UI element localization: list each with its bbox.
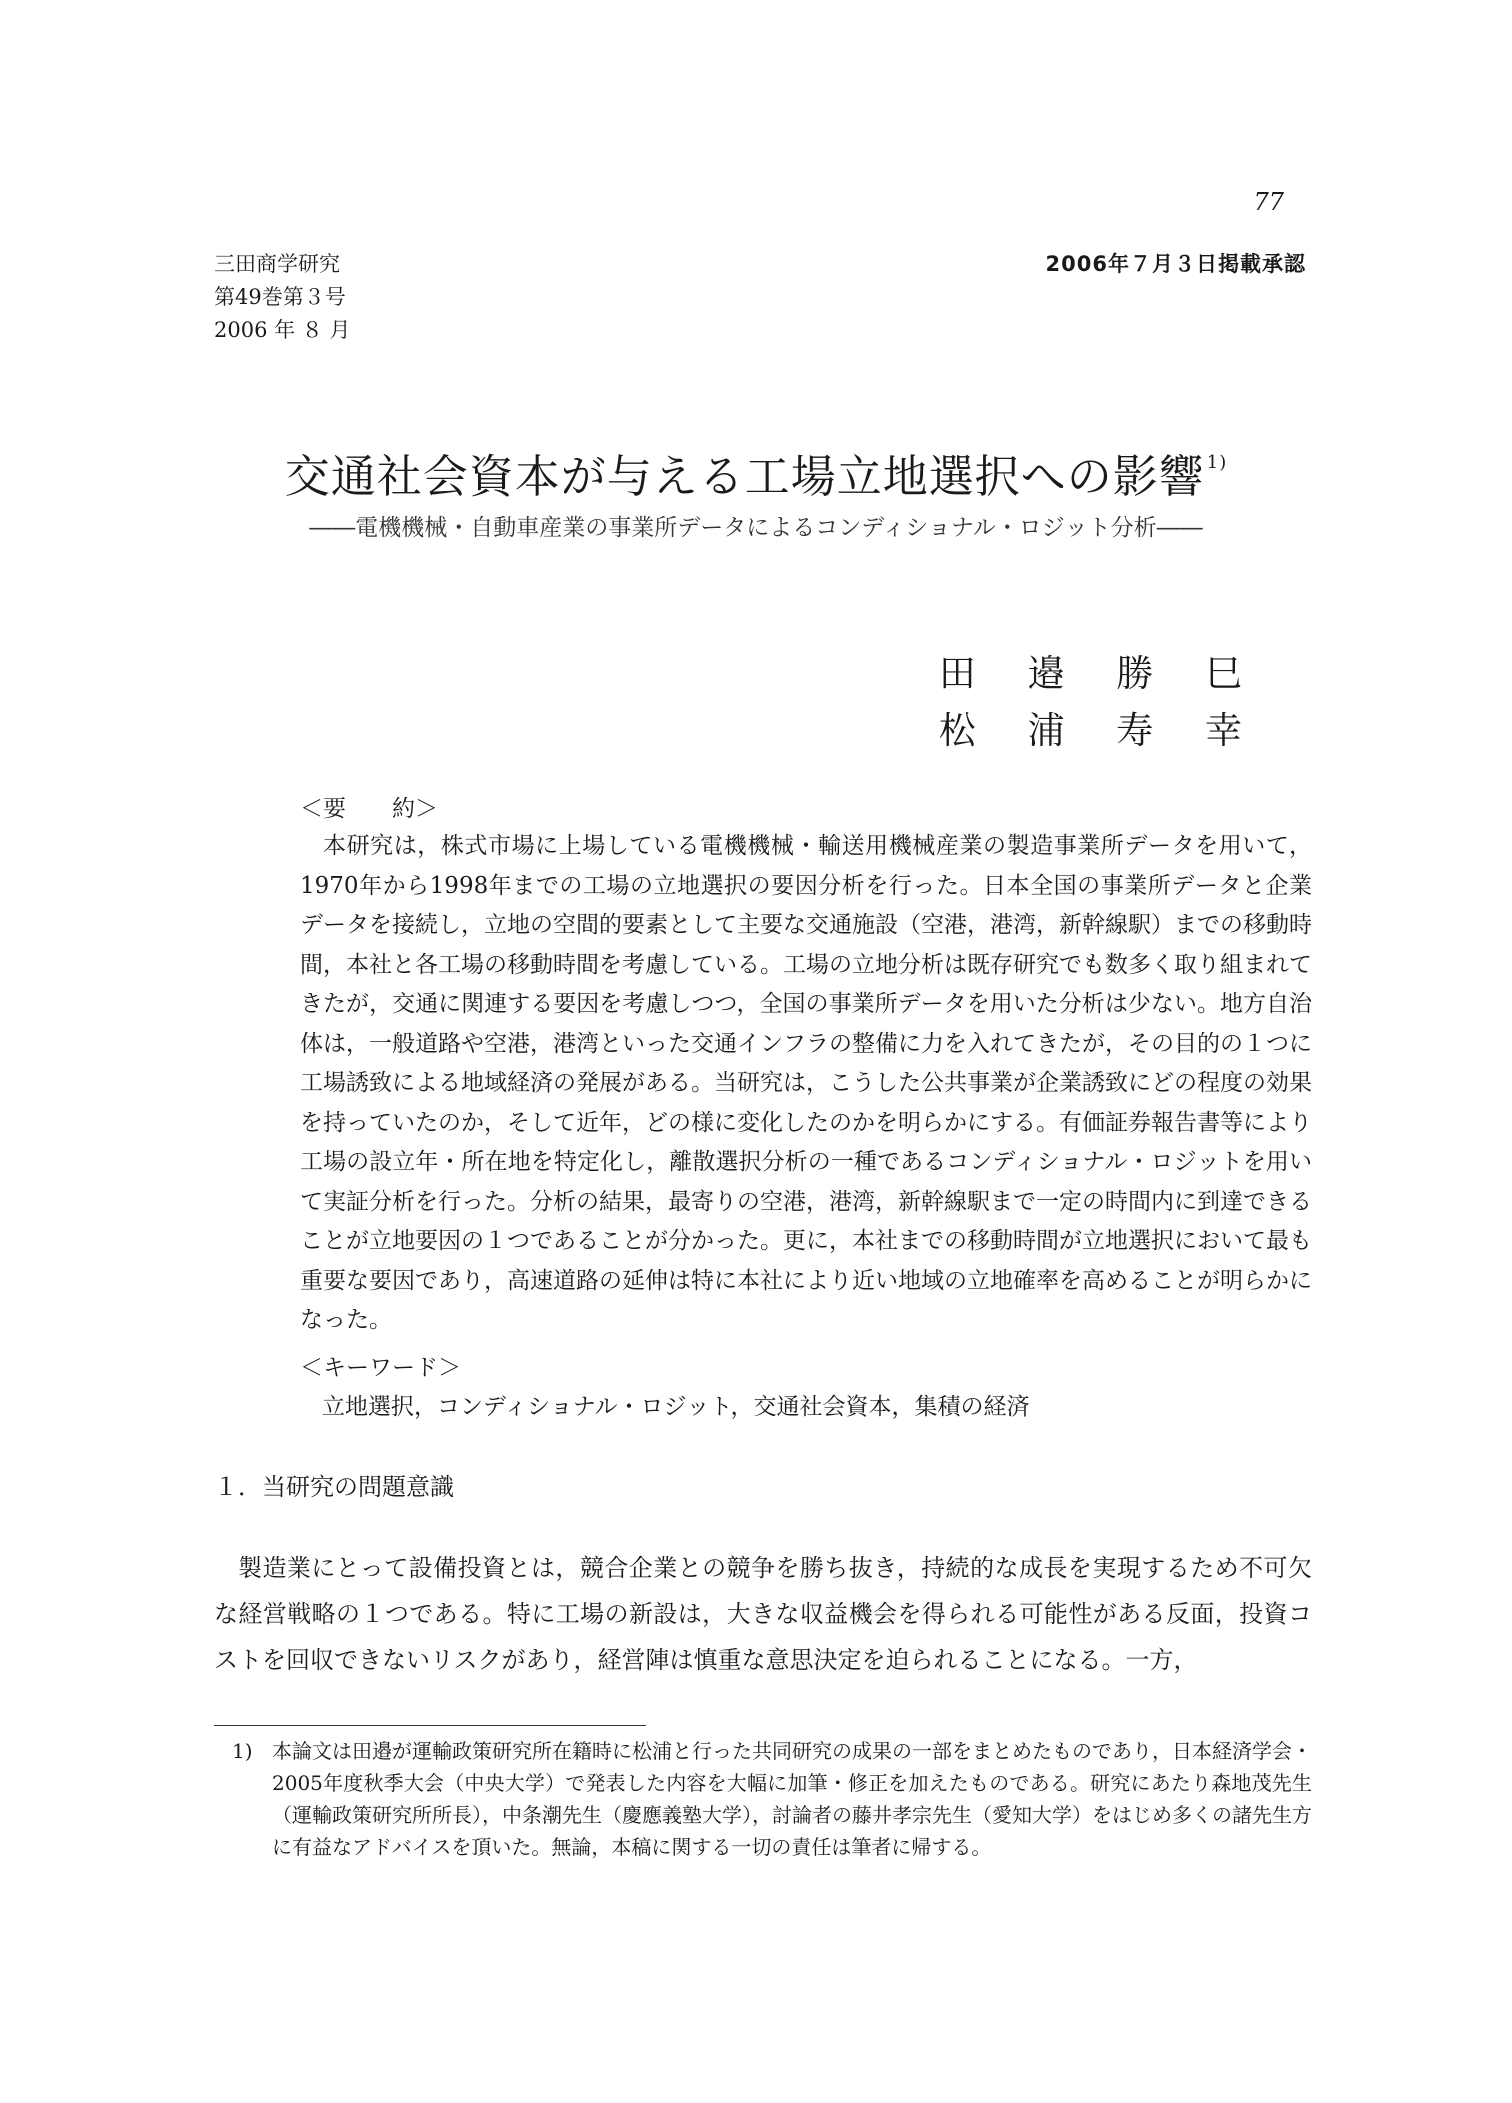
journal-date: 2006 年 ８ 月 bbox=[214, 318, 351, 342]
title-footnote-mark[interactable]: 1) bbox=[1206, 452, 1228, 473]
author-name: 田 邉 勝 巳 bbox=[938, 652, 1262, 695]
abstract-heading: ＜要 約＞ bbox=[300, 796, 438, 822]
section-title: １．当研究の問題意識 bbox=[214, 1473, 454, 1501]
footnote-number: 1) bbox=[232, 1739, 253, 1763]
paper-title bbox=[0, 440, 1512, 505]
paper-subtitle: ――電機機械・自動車産業の事業所データによるコンディショナル・ロジット分析―― bbox=[309, 515, 1203, 541]
page-number: 77 bbox=[1253, 188, 1284, 216]
keywords-heading: ＜キーワード＞ bbox=[300, 1355, 461, 1381]
journal-name: 三田商学研究 bbox=[214, 252, 340, 276]
section-body: 製造業にとって設備投資とは，競合企業との競争を勝ち抜き，持続的な成長を実現するため不可欠な経営戦略の１つである。特に工場の新設は，大きな収益機会を得られる可能性がある反面，投資コストを回収できないリスクがあり，経営陣は慎重な意思決定を迫られることになる。一方， bbox=[214, 1554, 1312, 1674]
footnote-divider bbox=[214, 1725, 646, 1726]
author-name: 松 浦 寿 幸 bbox=[938, 709, 1262, 752]
journal-info bbox=[214, 248, 350, 347]
journal-volume: 第49巻第３号 bbox=[214, 285, 346, 309]
abstract-body: 本研究は，株式市場に上場している電機機械・輸送用機械産業の製造事業所データを用いて，1970年から1998年までの工場の立地選択の要因分析を行った。日本全国の事業所データと企業データを接続し，立地の空間的要素として主要な交通施設（空港，港湾，新幹線駅）までの移動時間，本社と各工場の移動時間を考慮している。工場の立地分析は既存研究でも数多く取り組まれてきたが，交通に関連する要因を考慮しつつ，全国の事業所データを用いた分析は少ない。地方自治体は，一般道路や空港，港湾といった交通インフラの整備に力を入れてきたが，その目的の１つに工場誘致による地域経済の発展がある。当研究は，こうした公共事業が企業誘致にどの程度の効果を持っていたのか，そして近年，どの様に変化したのかを明らかにする。有価証券報告書等により工場の設立年・所在地を特定化し，離散選択分析の一種であるコンディショナル・ロジットを用いて実証分析を行った。分析の結果，最寄りの空港，港湾，新幹線駅まで一定の時間内に到達できることが立地要因の１つであることが分かった。更に，本社までの移動時間が立地選択において最も重要な要因であり，高速道路の延伸は特に本社により近い地域の立地確率を高めることが明らかになった。 bbox=[300, 833, 1312, 1333]
paper-title-text: 交通社会資本が与える工場立地選択への影響 bbox=[284, 450, 1205, 503]
footnote-text: 本論文は田邉が運輸政策研究所在籍時に松浦と行った共同研究の成果の一部をまとめたものであり，日本経済学会・2005年度秋季大会（中央大学）で発表した内容を大幅に加筆・修正を加えたものである。研究にあたり森地茂先生（運輸政策研究所所長），中条潮先生（慶應義塾大学），討論者の藤井孝宗先生（愛知大学）をはじめ多くの諸先生方に有益なアドバイスを頂いた。無論，本稿に関する一切の責任は筆者に帰する。 bbox=[272, 1739, 1312, 1859]
approval-date: 2006年７月３日掲載承認 bbox=[1045, 252, 1306, 276]
keywords-list: 立地選択，コンディショナル・ロジット，交通社会資本，集積の経済 bbox=[322, 1394, 1030, 1420]
author-list bbox=[939, 645, 1262, 759]
footnote bbox=[232, 1735, 1312, 1863]
